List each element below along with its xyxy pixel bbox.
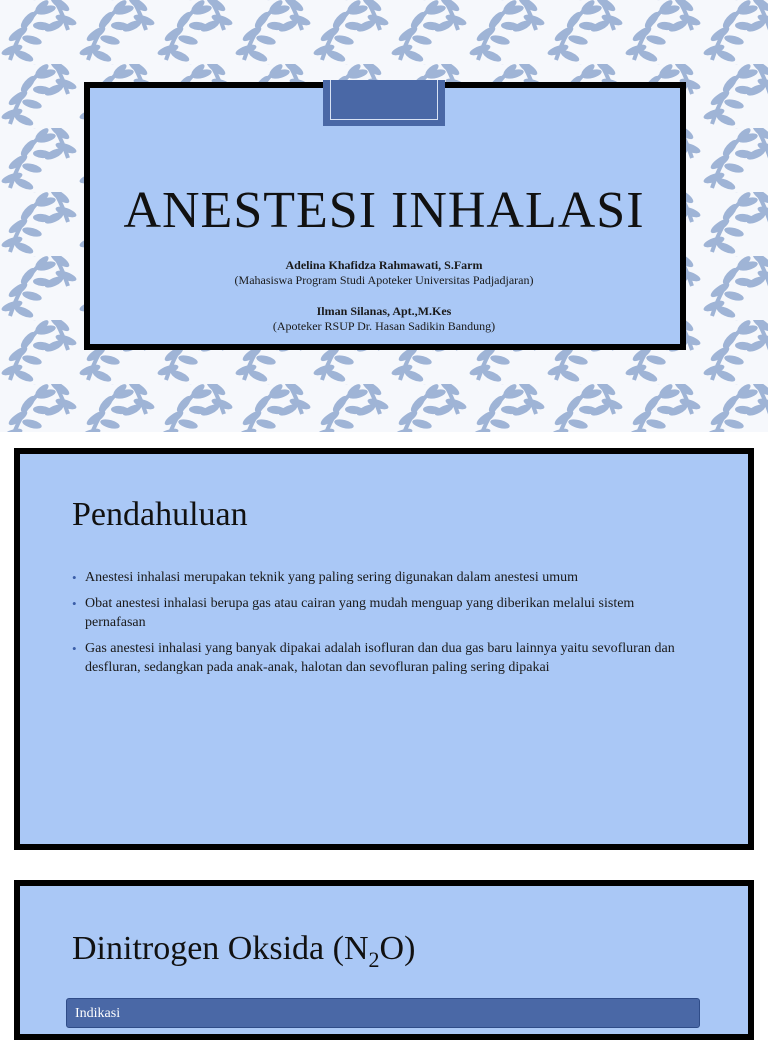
bullet-list bbox=[72, 568, 692, 684]
slide-heading: Pendahuluan bbox=[72, 496, 248, 533]
heading-subscript: 2 bbox=[368, 946, 380, 972]
title-accent-tab bbox=[323, 80, 445, 126]
bullet-marker-icon: • bbox=[72, 596, 77, 611]
author1-name: Adelina Khafidza Rahmawati, S.Farm bbox=[285, 258, 483, 272]
bullet-text: Obat anestesi inhalasi berupa gas atau cairan yang mudah menguap yang diberikan melalui sistem pernafasan bbox=[85, 596, 635, 630]
author1-affiliation: (Mahasiswa Program Studi Apoteker Universitas Padjadjaran) bbox=[234, 273, 534, 287]
slide-heading bbox=[72, 930, 415, 973]
author2-affiliation: (Apoteker RSUP Dr. Hasan Sadikin Bandung) bbox=[272, 319, 496, 333]
heading-suffix: O) bbox=[379, 930, 416, 967]
nitrous-oxide-slide bbox=[0, 864, 768, 1024]
title-slide bbox=[0, 0, 768, 432]
bullet-text: Anestesi inhalasi merupakan teknik yang paling sering digunakan dalam anestesi umum bbox=[85, 570, 578, 585]
title-accent-tab-inner bbox=[330, 80, 438, 120]
bullet-marker-icon: • bbox=[72, 641, 77, 656]
introduction-slide bbox=[0, 432, 768, 864]
author2-name: Ilman Silanas, Apt.,M.Kes bbox=[316, 304, 452, 318]
table-header-label: Indikasi bbox=[75, 1006, 121, 1021]
presentation-title: ANESTESI INHALASI bbox=[123, 182, 645, 239]
bullet-item bbox=[72, 594, 692, 632]
bullet-text: Gas anestesi inhalasi yang banyak dipakai adalah isofluran dan dua gas baru lainnya yaitu sevofluran dan desfluran, sedangkan pada anak-anak, halotan dan sevofluran paling sering dipakai bbox=[85, 641, 675, 675]
bullet-marker-icon: • bbox=[72, 570, 77, 585]
heading-prefix: Dinitrogen Oksida (N bbox=[72, 930, 369, 967]
bullet-item bbox=[72, 568, 692, 587]
bullet-item bbox=[72, 639, 692, 677]
